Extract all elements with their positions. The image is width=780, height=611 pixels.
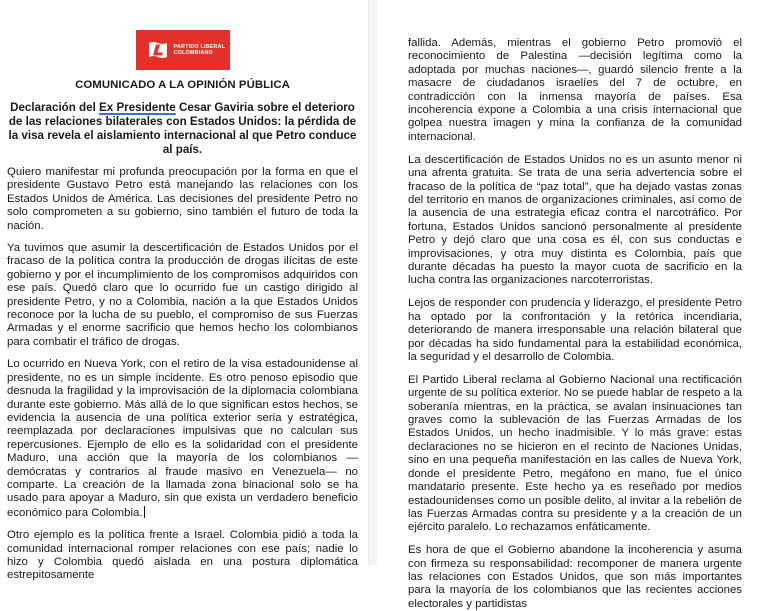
party-logo-line1: PARTIDO LIBERAL — [173, 44, 226, 50]
subtitle-pre: Declaración del — [10, 101, 100, 114]
document-page-1[interactable] — [0, 0, 368, 582]
paragraph: Quiero manifestar mi profunda preocupación por la forma en que el presidente Gustavo Petro está manejando las relaciones con los Estados Unidos de América. Las decisiones del presidente Petro no solo comprometen a su gobierno, sino también el futuro de toda la nación. — [7, 166, 358, 232]
liberal-party-flag-l-icon — [148, 40, 168, 60]
paragraph-text: Lo ocurrido en Nueva York, con el retiro de la visa estadounidense al presidente, no es un simple incidente. Es otro penoso episodio que desnuda la fragilidad y la improvisación de la diplomacia colombiana durante este gobierno. Más allá de lo que significan estos hechos, se evidencia la ausencia de una política exterior seria y estratégica, reemplazada por declaraciones impulsivas que no calculan sus repercusiones. Ejemplo de ello es la solidaridad con el presidente Maduro, una acción que la mayoría de los colombianos —demócratas y contrarios al fraude masivo en Venezuela— no comparte. La creación de la llamada zona binacional solo se ha usado para apoyar a Maduro, sin que exista un verdadero beneficio económico para Colombia. — [7, 358, 358, 519]
paragraph: El Partido Liberal reclama al Gobierno Nacional una rectificación urgente de su política exterior. No se puede hablar de respeto a la soberanía mientras, en la práctica, se avalan insinuaciones tan graves como la sublevación de las Fuerzas Armadas de los Estados Unidos, un hecho inadmisible. Y lo más grave: estas declaraciones no se hicieron en el recinto de Naciones Unidas, sino en una pequeña manifestación en las calles de Nueva York, donde el presidente Petro, megáfono en mano, fue el único mandatario presente. Este hecho ya es reseñado por medios estadounidenses como un posible delito, al invitar a la rebelión de las Fuerzas Armadas contra su presidente y a la creación de un ejército paralelo. Lo rechazamos enfáticamente. — [408, 373, 742, 534]
party-logo — [136, 30, 230, 70]
paragraph: Lejos de responder con prudencia y liderazgo, el presidente Petro ha optado por la confrontación y la retórica incendiaria, deteriorando de manera irresponsable una relación bilateral que por décadas ha sido fundamental para la estabilidad económica, la seguridad y el desarrollo de Colombia. — [408, 297, 742, 363]
document-page-2[interactable] — [377, 0, 780, 610]
party-logo-line2: COLOMBIANO — [173, 50, 213, 56]
spellcheck-flagged-word[interactable]: Ex Presidente — [99, 101, 176, 114]
paragraph: Otro ejemplo es la política frente a Israel. Colombia pidió a toda la comunidad internacional romper relaciones con ese país; nadie lo hizo y Colombia quedó aislada en una postura diplomática estrepitosamente — [7, 529, 358, 582]
text-cursor — [144, 506, 145, 518]
paragraph: fallida. Además, mientras el gobierno Petro promovió el reconocimiento de Palestina —decisión legítima como la adoptada por muchas naciones—, guardó silencio frente a la masacre de ciudadanos israelíes del 7 de octubre, en contradicción con la inmensa mayoría de países. Esa incoherencia expone a Colombia a una crisis internacional que golpea nuestra imagen y mina la confianza de la comunidad internacional. — [408, 37, 742, 143]
paragraph: La descertificación de Estados Unidos no es un asunto menor ni una afrenta gratuita. Se trata de una seria advertencia sobre el fracaso de la política de “paz total”, que ha dejado vastas zonas del territorio en manos de organizaciones criminales, así como de la ausencia de una estrategia eficaz contra el narcotráfico. Por fortuna, Estados Unidos sancionó personalmente al presidente Petro y dejó claro que una cosa es él, con sus conductas e improvisaciones, y otra muy distinta es Colombia, país que durante décadas ha puesto la mayor cuota de sacrificio en la lucha contra las organizaciones narcoterroristas. — [408, 153, 742, 287]
document-subtitle — [7, 101, 358, 157]
party-logo-container — [7, 30, 358, 70]
paragraph-with-caret[interactable] — [7, 358, 358, 520]
paragraph: Ya tuvimos que asumir la descertificación de Estados Unidos por el fracaso de la política contra la producción de drogas ilícitas de este gobierno y por el incumplimiento de los compromisos adquiridos con ese país. Quedó claro que lo ocurrido fue un castigo dirigido al presidente Petro, y no a Colombia, nación a la que Estados Unidos reconoce por la lucha de su pueblo, el compromiso de sus Fuerzas Armadas y el enorme sacrificio que hemos hecho los colombianos para combatir el tráfico de drogas. — [7, 242, 358, 348]
party-logo-text — [174, 44, 226, 56]
paragraph: Es hora de que el Gobierno abandone la incoherencia y asuma con firmeza su responsabilidad: recomponer de manera urgente las relaciones con Estados Unidos, que son más importantes para la mayoría de los colombianos que las recientes acciones electorales y partidistas — [408, 544, 742, 610]
subtitle-post: Cesar Gaviria sobre el deterioro de las relaciones bilaterales con Estados Unidos: la pérdida de la visa revela el aislamiento internacional al que Petro conduce al país. — [8, 101, 357, 156]
document-title: COMUNICADO A LA OPINIÓN PÚBLICA — [75, 79, 290, 91]
